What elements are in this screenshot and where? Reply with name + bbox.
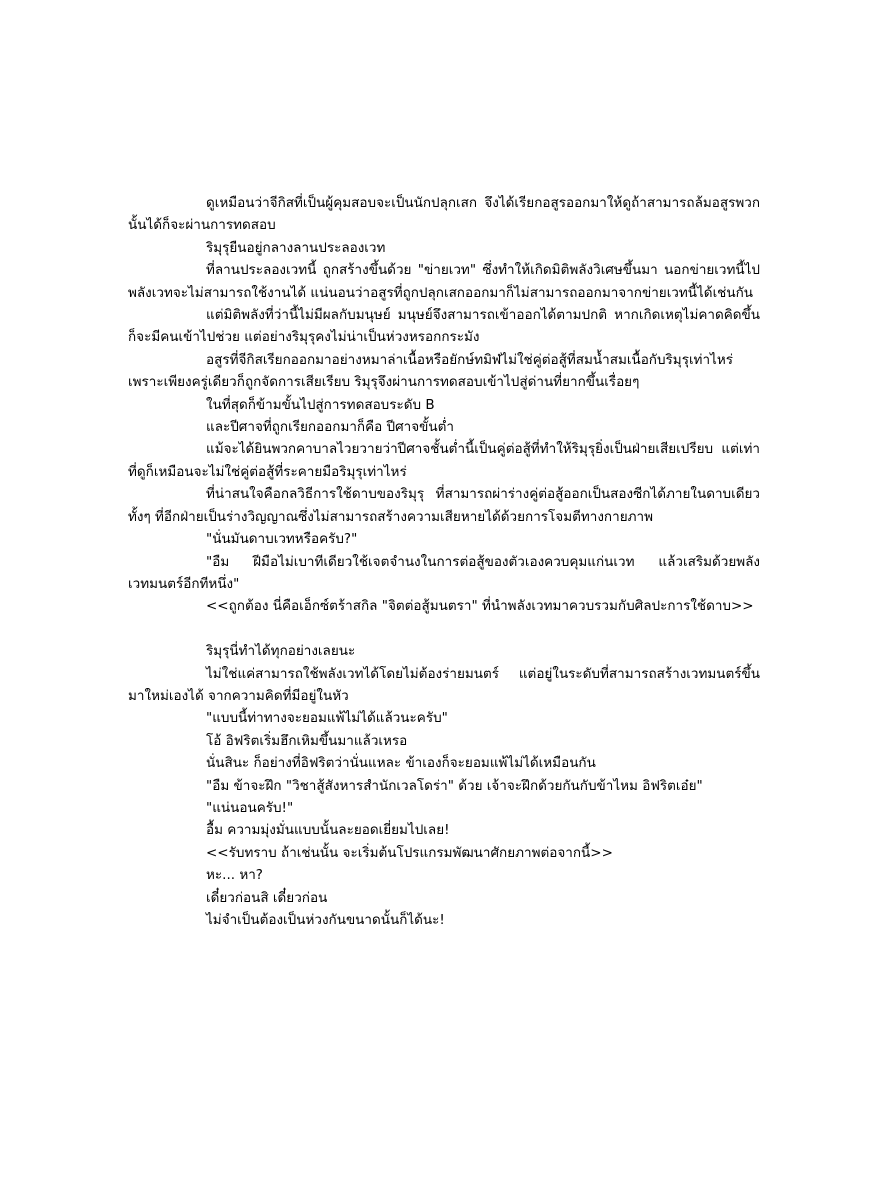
blank-line (128, 618, 760, 640)
paragraph: อสูรที่จีกิสเรียกออกมาอย่างหมาล่าเนื้อหรือยักษ์ทมิฬไม่ใช่คู่ต่อสู้ที่สมน้ำสมเนื้อกับริมุรุเท่าไหร่ เพราะเพียงครู่เดียวก็ถูกจัดการเสียเรียบ ริมุรุจึงผ่านการทดสอบเข้าไปสู่ด่านที่ยากขึ้นเรื่อยๆ (128, 351, 733, 391)
text-block (128, 192, 760, 931)
paragraph: ในที่สุดก็ข้ามขั้นไปสู่การทดสอบระดับ B (206, 396, 435, 413)
paragraph: ที่ลานประลองเวทนี้ ถูกสร้างขึ้นด้วย "ข่ายเวท" ซึ่งทำให้เกิดมิติพลังวิเศษขึ้นมา นอกข่ายเวทนี้ไปพลังเวทจะไม่สามารถใช้งานได้ แน่นอนว่าอสูรที่ถูกปลุกเสกออกมาก็ไม่สามารถออกมาจากข่ายเวทนี้ได้เช่นกัน (128, 262, 760, 301)
paragraph: ที่น่าสนใจคือกลวิธีการใช้ดาบของริมุรุ ที่สามารถผ่าร่างคู่ต่อสู้ออกเป็นสองซีกได้ภายในดาบเดียว ทั้งๆ ที่อีกฝ่ายเป็นร่างวิญญาณซึ่งไม่สามารถสร้างความเสียหายได้ด้วยการโจมตีทางกายภาพ (128, 486, 760, 525)
paragraph: และปีศาจที่ถูกเรียกออกมาก็คือ ปีศาจขั้นต่ำ (206, 419, 454, 436)
paragraph: ดูเหมือนว่าจีกิสที่เป็นผู้คุมสอบจะเป็นนักปลุกเสก จึงได้เรียกอสูรออกมาให้ดูถ้าสามารถล้มอสูรพวกนั้นได้ก็จะผ่านการทดสอบ (128, 195, 760, 234)
paragraph: อื้ม ความมุ่งมั่นแบบนั้นละยอดเยี่ยมไปเลย! (206, 822, 450, 839)
paragraph: ไม่จำเป็นต้องเป็นห่วงกันขนาดนั้นก็ได้นะ! (206, 911, 445, 928)
paragraph: โอ้ อิฟริตเริ่มฮึกเหิมขึ้นมาแล้วเหรอ (206, 732, 408, 749)
paragraph: ริมุรุนี่ทำได้ทุกอย่างเลยนะ (206, 643, 356, 660)
paragraph: ริมุรุยืนอยู่กลางลานประลองเวท (206, 239, 386, 256)
dialogue-line: "แบบนี้ท่าทางจะยอมแพ้ไม่ได้แล้วนะครับ" (206, 710, 448, 727)
paragraph: ไม่ใช่แค่สามารถใช้พลังเวทได้โดยไม่ต้องร่ายมนตร์ แต่อยู่ในระดับที่สามารถสร้างเวทมนตร์ขึ้นมาใหม่เองได้ จากความคิดที่มีอยู่ในหัว (128, 665, 760, 704)
dialogue-line: "แน่นอนครับ!" (206, 799, 294, 816)
paragraph: เดี๋ยวก่อนสิ เดี๋ยวก่อน (206, 889, 328, 906)
paragraph: หะ... หา? (206, 867, 263, 884)
dialogue-line: "อืม ฝีมือไม่เบาทีเดียวใช้เจตจำนงในการต่อสู้ของตัวเองควบคุมแก่นเวท แล้วเสริมด้วยพลังเวทมนตร์อีกทีหนึ่ง" (128, 553, 760, 592)
system-message: <<รับทราบ ถ้าเช่นนั้น จะเริ่มต้นโปรแกรมพัฒนาศักยภาพต่อจากนี้>> (206, 844, 613, 861)
paragraph: แต่มิติพลังที่ว่านี้ไม่มีผลกับมนุษย์ มนุษย์จึงสามารถเข้าออกได้ตามปกติ หากเกิดเหตุไม่คาดคิดขึ้นก็จะมีคนเข้าไปช่วย แต่อย่างริมุรุคงไม่น่าเป็นห่วงหรอกกระมัง (128, 307, 760, 346)
paragraph: แม้จะได้ยินพวกคาบาลไวยวายว่าปีศาจชั้นต่ำนี้เป็นคู่ต่อสู้ที่ทำให้ริมุรุยิ่งเป็นฝ่ายเสียเปรียบ แต่เท่าที่ดูก็เหมือนจะไม่ใช่คู่ต่อสู้ที่ระคายมือริมุรุเท่าไหร่ (128, 441, 760, 480)
dialogue-line: "อืม ข้าจะฝึก "วิชาสู้สังหารสำนักเวลโดร่า" ด้วย เจ้าจะฝึกด้วยกันกับข้าไหม อิฟริตเอ๋ย" (206, 777, 703, 794)
system-message: <<ถูกต้อง นี่คือเอ็กซ์ตร้าสกิล "จิตต่อสู้มนตรา" ที่นำพลังเวทมาควบรวมกับศิลปะการใช้ดาบ>> (206, 598, 754, 615)
paragraph: นั่นสินะ ก็อย่างที่อิฟริตว่านั่นแหละ ข้าเองก็จะยอมแพ้ไม่ได้เหมือนกัน (206, 755, 596, 772)
dialogue-line: "นั่นมันดาบเวทหรือครับ?" (206, 531, 358, 548)
